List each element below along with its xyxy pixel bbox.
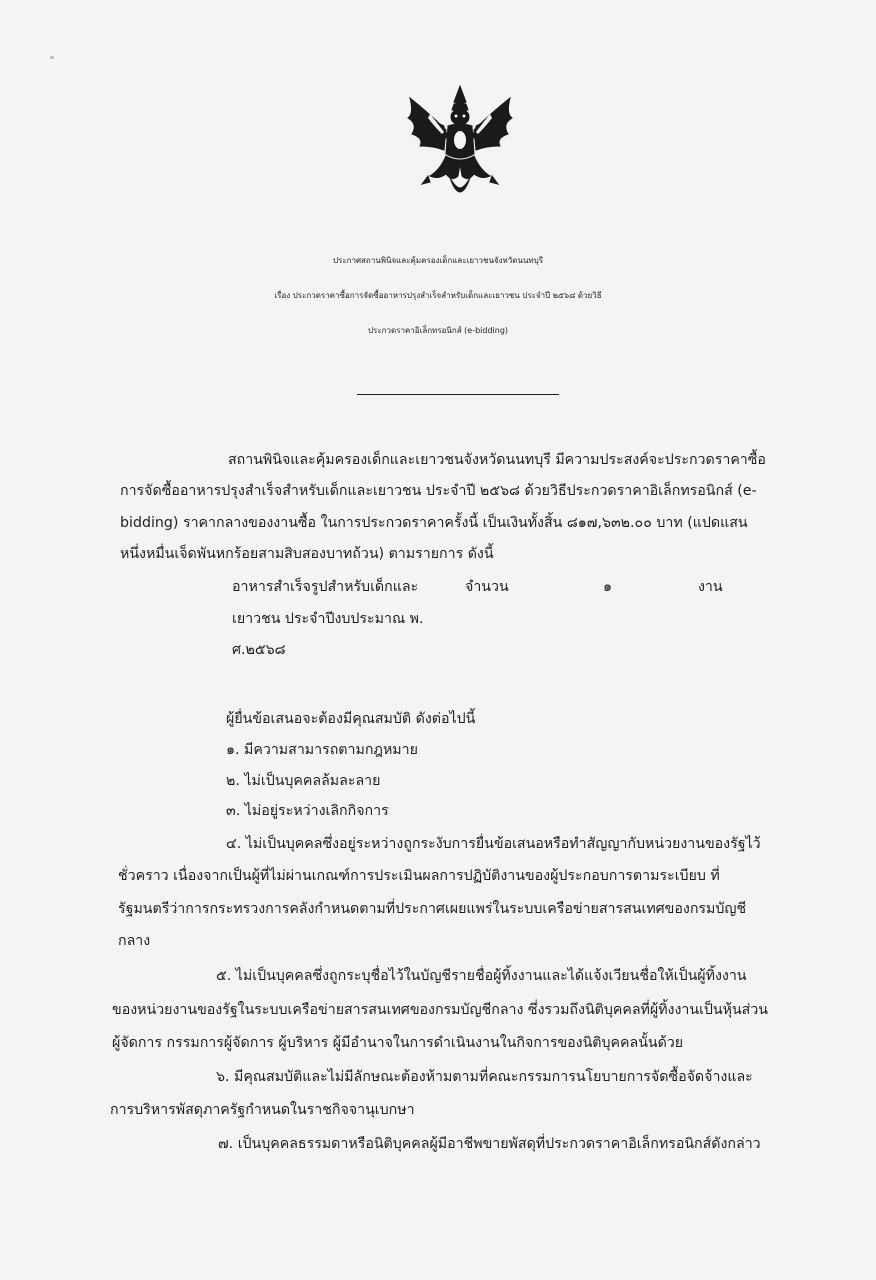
qualification-2: ๒. ไม่เป็นบุคคลล้มละลาย (226, 773, 381, 789)
qualifications-heading: ผู้ยื่นข้อเสนอจะต้องมีคุณสมบัติ ดังต่อไปนี้ (226, 711, 476, 727)
paper-speck (50, 56, 54, 59)
qualification-5-cont: ของหน่วยงานของรัฐในระบบเครือข่ายสารสนเทศของกรมบัญชีกลาง ซึ่งรวมถึงนิติบุคคลที่ผู้ทิ้งงานเป็นหุ้นส่วน (112, 1002, 769, 1018)
item-unit: งาน (698, 579, 723, 595)
garuda-emblem-icon (400, 84, 520, 206)
intro-line-4: หนึ่งหมื่นเจ็ดพันหกร้อยสามสิบสองบาทถ้วน) ตามรายการ ดังนี้ (120, 546, 494, 562)
qualification-1: ๑. มีความสามารถตามกฎหมาย (226, 742, 418, 758)
title-divider (357, 394, 559, 395)
qualification-3: ๓. ไม่อยู่ระหว่างเลิกกิจการ (226, 803, 389, 819)
qualification-5-cont-2: ผู้จัดการ กรรมการผู้จัดการ ผู้บริหาร ผู้มีอำนาจในการดำเนินงานในกิจการของนิติบุคคลนั้นด้วย (112, 1035, 684, 1051)
qualification-6: ๖. มีคุณสมบัติและไม่มีลักษณะต้องห้ามตามที่คณะกรรมการนโยบายการจัดซื้อจัดจ้างและ (216, 1069, 753, 1085)
announcement-subject-cont: ประกวดราคาอิเล็กทรอนิกส์ (e-bidding) (367, 326, 509, 335)
item-quantity-label: จำนวน (465, 579, 509, 595)
item-quantity-value: ๑ (603, 579, 613, 595)
announcement-title: ประกาศสถานพินิจและคุ้มครองเด็กและเยาวชนจังหวัดนนทบุรี (332, 256, 544, 265)
qualification-4-cont: ชั่วคราว เนื่องจากเป็นผู้ที่ไม่ผ่านเกณฑ์การประเมินผลการปฏิบัติงานของผู้ประกอบการตามระเบียบ ที่ (118, 868, 720, 884)
item-description: อาหารสำเร็จรูปสำหรับเด็กและ (232, 579, 419, 595)
item-description-cont-2: ศ.๒๕๖๘ (232, 642, 286, 658)
qualification-4: ๔. ไม่เป็นบุคคลซึ่งอยู่ระหว่างถูกระงับการยื่นข้อเสนอหรือทำสัญญากับหน่วยงานของรัฐไว้ (226, 836, 761, 852)
intro-line-3: bidding) ราคากลางของงานซื้อ ในการประกวดราคาครั้งนี้ เป็นเงินทั้งสิ้น ๘๑๗,๖๓๒.๐๐ บาท (แปดแสน (120, 515, 748, 531)
intro-line-1: สถานพินิจและคุ้มครองเด็กและเยาวชนจังหวัดนนทบุรี มีความประสงค์จะประกวดราคาซื้อ (228, 452, 766, 468)
item-description-cont: เยาวชน ประจำปีงบประมาณ พ. (232, 611, 424, 627)
announcement-subject: เรื่อง ประกวดราคาซื้อการจัดซื้ออาหารปรุงสำเร็จสำหรับเด็กและเยาวชน ประจำปี ๒๕๖๘ ด้วยวิธี (274, 291, 602, 300)
qualification-7: ๗. เป็นบุคคลธรรมดาหรือนิติบุคคลผู้มีอาชีพขายพัสดุที่ประกวดราคาอิเล็กทรอนิกส์ดังกล่าว (218, 1136, 761, 1152)
qualification-4-cont-2: รัฐมนตรีว่าการกระทรวงการคลังกำหนดตามที่ประกาศเผยแพร่ในระบบเครือข่ายสารสนเทศของกรมบัญชี (118, 901, 747, 917)
intro-line-2: การจัดซื้ออาหารปรุงสำเร็จสำหรับเด็กและเยาวชน ประจำปี ๒๕๖๘ ด้วยวิธีประกวดราคาอิเล็กทรอนิกส์ (e- (120, 483, 757, 499)
qualification-4-cont-3: กลาง (118, 933, 151, 949)
qualification-5: ๕. ไม่เป็นบุคคลซึ่งถูกระบุชื่อไว้ในบัญชีรายชื่อผู้ทิ้งงานและได้แจ้งเวียนชื่อให้เป็นผู้ทิ้งงาน (216, 968, 747, 984)
qualification-6-cont: การบริหารพัสดุภาครัฐกำหนดในราชกิจจานุเบกษา (110, 1102, 415, 1118)
